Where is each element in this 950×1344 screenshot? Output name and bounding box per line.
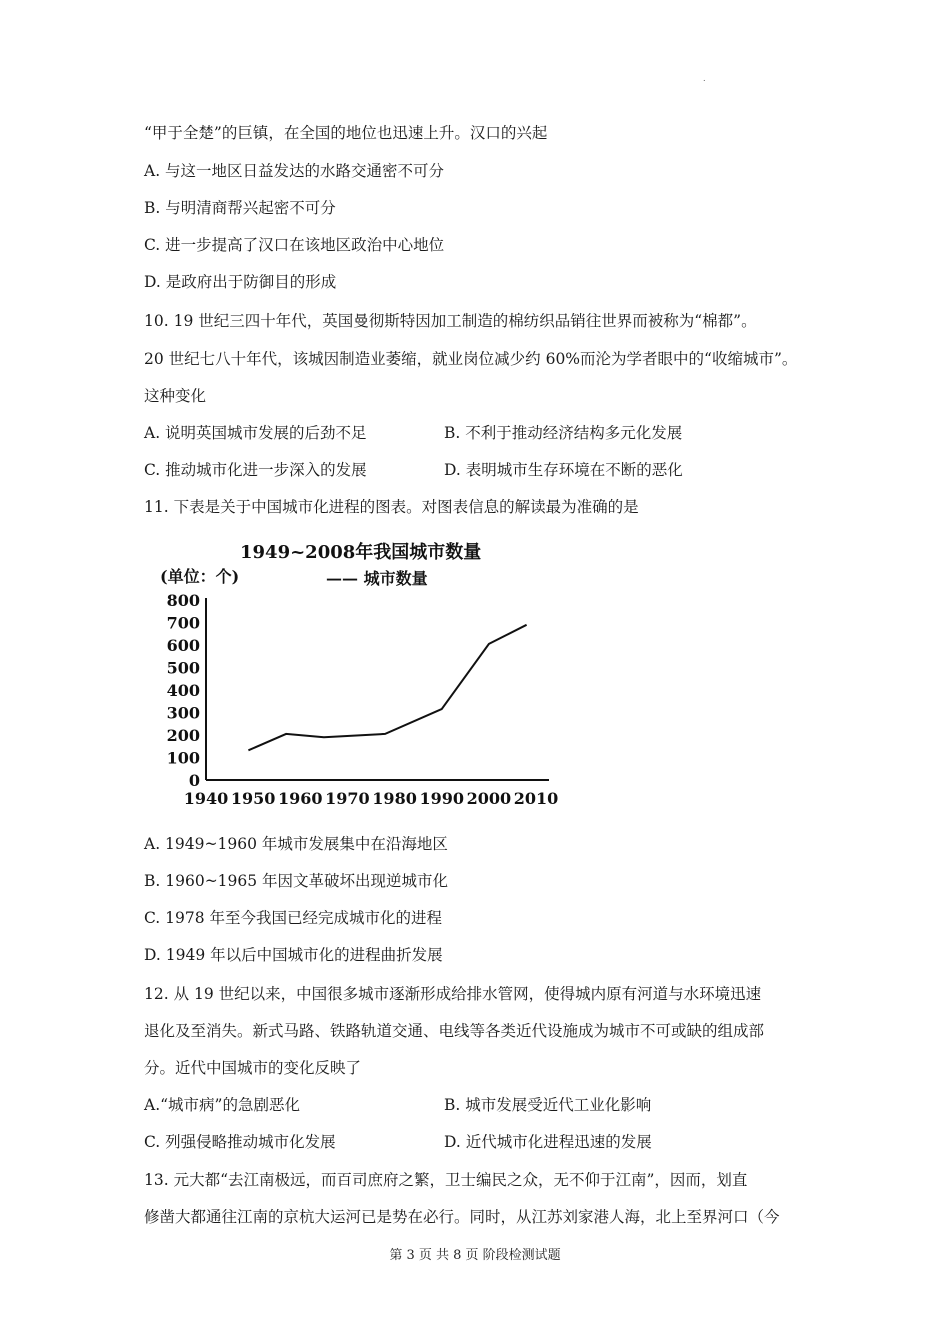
q9-option-a: A. 与这一地区日益发达的水路交通密不可分 bbox=[144, 162, 445, 180]
page-footer: 第 3 页 共 8 页 阶段检测试题 bbox=[389, 1248, 561, 1263]
q10-stem-line1: 10. 19 世纪三四十年代，英国曼彻斯特因加工制造的棉纺织品销往世界而被称为“棉都”。 bbox=[144, 312, 757, 330]
y-tick-label: 100 bbox=[166, 748, 200, 768]
q13-stem-line2: 修凿大都通往江南的京杭大运河已是势在必行。同时，从江苏刘家港人海，北上至界河口（今 bbox=[144, 1208, 780, 1226]
y-tick-label: 600 bbox=[166, 636, 200, 655]
y-tick-label: 700 bbox=[166, 613, 200, 633]
chart-unit-label: (单位：个) bbox=[160, 567, 240, 586]
q11-stem: 11. 下表是关于中国城市化进程的图表。对图表信息的解读最为准确的是 bbox=[144, 498, 639, 516]
q11-option-d: D. 1949 年以后中国城市化的进程曲折发展 bbox=[144, 946, 443, 964]
q10-option-b: B. 不利于推动经济结构多元化发展 bbox=[444, 424, 683, 442]
q9-stem-tail: “甲于全楚”的巨镇，在全国的地位也迅速上升。汉口的兴起 bbox=[144, 124, 548, 142]
q9-option-c: C. 进一步提高了汉口在该地区政治中心地位 bbox=[144, 236, 445, 254]
q10-option-d: D. 表明城市生存环境在不断的恶化 bbox=[444, 461, 683, 479]
x-tick-label: 1980 bbox=[372, 789, 417, 808]
y-tick-label: 0 bbox=[188, 771, 200, 790]
q9-option-b: B. 与明清商帮兴起密不可分 bbox=[144, 199, 336, 217]
x-tick-label: 1990 bbox=[419, 789, 464, 808]
chart-title: 1949~2008年我国城市数量 bbox=[240, 542, 482, 563]
y-tick-label: 200 bbox=[166, 726, 200, 745]
x-tick-label: 2010 bbox=[513, 789, 559, 808]
q12-option-d: D. 近代城市化进程迅速的发展 bbox=[444, 1133, 652, 1151]
q12-stem-line3: 分。近代中国城市的变化反映了 bbox=[144, 1059, 362, 1077]
q11-option-a: A. 1949~1960 年城市发展集中在沿海地区 bbox=[144, 835, 448, 853]
q10-stem-line2: 20 世纪七八十年代，该城因制造业萎缩，就业岗位减少约 60%而沦为学者眼中的“收缩城市”。 bbox=[144, 350, 798, 368]
q11-option-b: B. 1960~1965 年因文革破坏出现逆城市化 bbox=[144, 872, 449, 890]
x-tick-label: 1960 bbox=[278, 789, 323, 808]
y-tick-label: 800 bbox=[166, 591, 200, 610]
city-count-chart bbox=[140, 528, 570, 818]
x-tick-label: 1950 bbox=[230, 789, 276, 808]
q10-stem-line3: 这种变化 bbox=[144, 387, 207, 405]
q13-stem-line1: 13. 元大都“去江南极远，而百司庶府之繁，卫士编民之众，无不仰于江南”，因而，划直 bbox=[144, 1171, 748, 1189]
x-tick-label: 1970 bbox=[325, 789, 370, 808]
q12-option-a: A.“城市病”的急剧恶化 bbox=[144, 1096, 300, 1114]
q9-option-d: D. 是政府出于防御目的形成 bbox=[144, 273, 337, 291]
x-tick-label: 2000 bbox=[466, 789, 512, 808]
q12-stem-line2: 退化及至消失。新式马路、铁路轨道交通、电线等各类近代设施成为城市不可或缺的组成部 bbox=[144, 1022, 765, 1040]
q10-option-a: A. 说明英国城市发展的后劲不足 bbox=[144, 424, 367, 442]
x-tick-label: 1940 bbox=[183, 789, 229, 808]
q12-stem-line1: 12. 从 19 世纪以来，中国很多城市逐渐形成给排水管网，使得城内原有河道与水环境迅速 bbox=[144, 985, 762, 1003]
header-mark: . bbox=[703, 74, 706, 83]
q10-option-c: C. 推动城市化进一步深入的发展 bbox=[144, 461, 367, 479]
q11-option-c: C. 1978 年至今我国已经完成城市化的进程 bbox=[144, 909, 443, 927]
y-tick-label: 400 bbox=[166, 681, 200, 700]
q12-option-b: B. 城市发展受近代工业化影响 bbox=[444, 1096, 652, 1114]
y-tick-label: 300 bbox=[166, 703, 200, 723]
city-count-series-line bbox=[248, 625, 526, 751]
q12-option-c: C. 列强侵略推动城市化发展 bbox=[144, 1133, 336, 1151]
y-tick-label: 500 bbox=[166, 658, 200, 678]
chart-legend: —— 城市数量 bbox=[326, 569, 428, 588]
